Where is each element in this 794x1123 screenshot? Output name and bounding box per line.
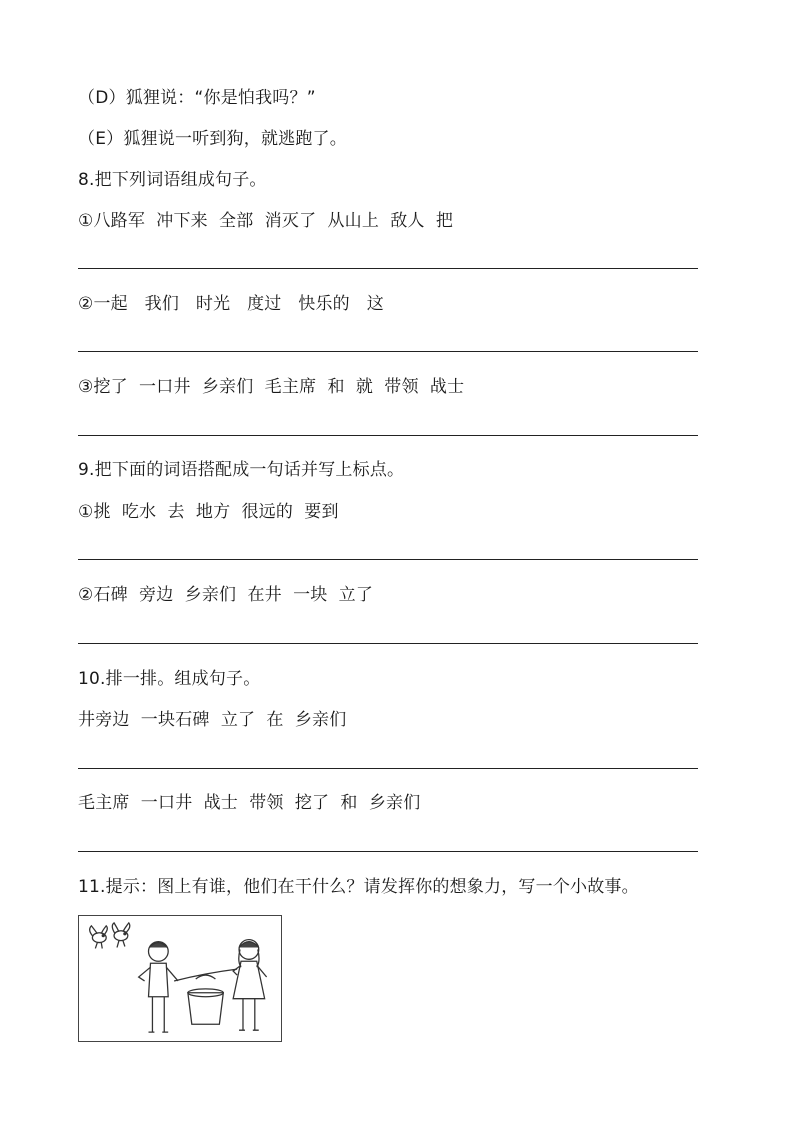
q8-item-1: ①八路军 冲下来 全部 消灭了 从山上 敌人 把	[78, 211, 454, 231]
q7-option-d: （D）狐狸说：“你是怕我吗？”	[78, 88, 316, 108]
illustration-children-carrying-bucket	[78, 915, 282, 1042]
girl-icon	[233, 940, 266, 1031]
answer-line-q10-1[interactable]	[78, 768, 698, 769]
q9-item-2: ②石碑 旁边 乡亲们 在井 一块 立了	[78, 585, 374, 605]
answer-line-q10-2[interactable]	[78, 851, 698, 852]
q7-option-e: （E）狐狸说一听到狗，就逃跑了。	[78, 129, 347, 149]
q10-title: 10.排一排。组成句子。	[78, 669, 261, 689]
bucket-icon	[188, 975, 223, 1024]
answer-line-q8-1[interactable]	[78, 268, 698, 269]
answer-line-q8-2[interactable]	[78, 351, 698, 352]
answer-line-q9-1[interactable]	[78, 559, 698, 560]
q10-item-2: 毛主席 一口井 战士 带领 挖了 和 乡亲们	[78, 793, 421, 813]
q8-item-2: ②一起 我们 时光 度过 快乐的 这	[78, 294, 384, 314]
q10-item-1: 井旁边 一块石碑 立了 在 乡亲们	[78, 710, 347, 730]
bird-icon	[112, 923, 129, 948]
answer-line-q9-2[interactable]	[78, 643, 698, 644]
q11-title: 11.提示：图上有谁，他们在干什么？请发挥你的想象力，写一个小故事。	[78, 877, 639, 897]
q8-item-3: ③挖了 一口井 乡亲们 毛主席 和 就 带领 战士	[78, 377, 465, 397]
answer-line-q8-3[interactable]	[78, 435, 698, 436]
q9-title: 9.把下面的词语搭配成一句话并写上标点。	[78, 460, 405, 480]
bird-icon	[90, 926, 108, 949]
boy-icon	[139, 942, 178, 1033]
q8-title: 8.把下列词语组成句子。	[78, 170, 267, 190]
q9-item-1: ①挑 吃水 去 地方 很远的 要到	[78, 502, 339, 522]
